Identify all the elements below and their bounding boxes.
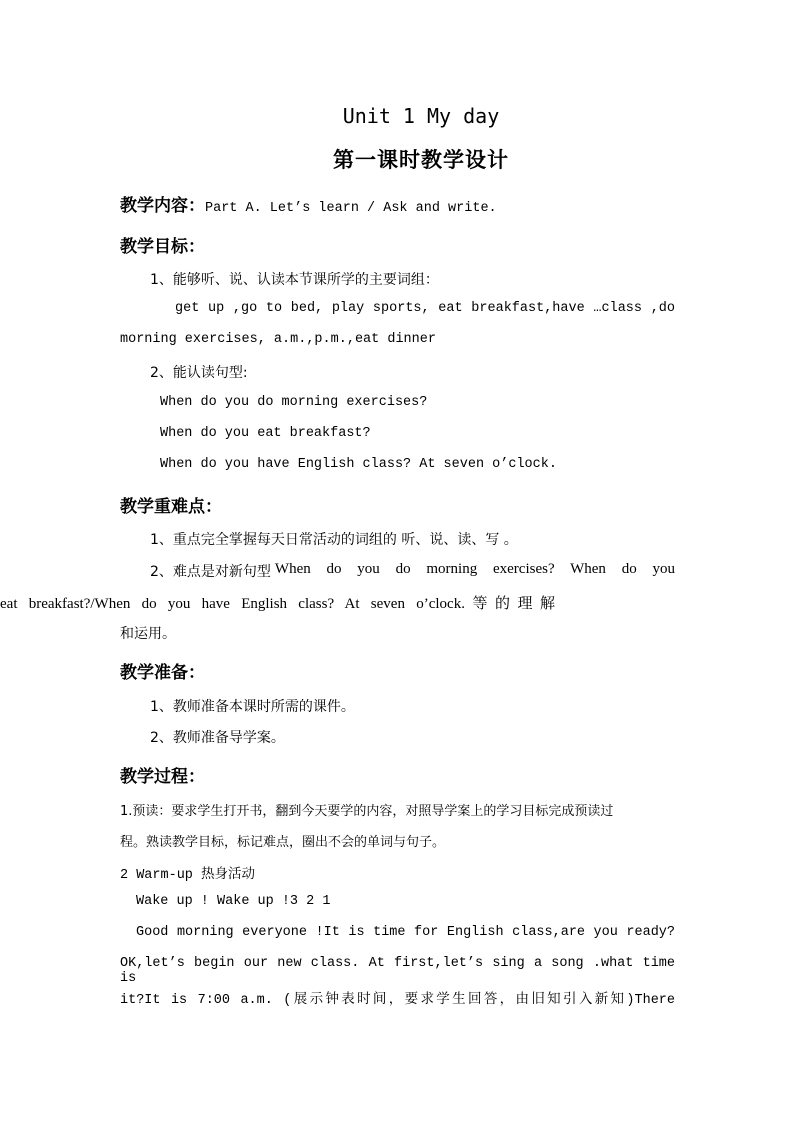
process-chant: Wake up ! Wake up !3 2 1	[136, 894, 331, 909]
objectives-item-2: 2、能认读句型:	[150, 365, 248, 381]
objectives-phrases-line-2: morning exercises, a.m.,p.m.,eat dinner	[120, 332, 436, 347]
process-step-1-line-1: 1.预读：要求学生打开书，翻到今天要学的内容，对照导学案上的学习目标完成预读过	[120, 804, 614, 819]
preparation-item-1: 1、教师准备本课时所需的课件。	[150, 699, 355, 715]
preparation-heading: 教学准备：	[120, 663, 205, 683]
objectives-phrases-line-1: get up ,go to bed, play sports, eat breakfast,have …class ,do	[175, 301, 675, 316]
objectives-sentence-1: When do you do morning exercises?	[160, 395, 428, 410]
process-heading: 教学过程：	[120, 767, 205, 787]
key-points-item-2-line-2: eat breakfast?/When do you have English class? At seven o’clock.等的理解	[0, 596, 555, 612]
key-points-item-2-line-3: 和运用。	[120, 626, 176, 642]
key-points-item-2-en: When do you do morning exercises? When do you	[274, 561, 675, 577]
process-paragraph-line-1: Good morning everyone !It is time for English class,are you ready?	[136, 925, 675, 940]
process-step-2: 2 Warm-up 热身活动	[120, 868, 256, 883]
process-paragraph-line-3: it?It is 7:00 a.m. (展示钟表时间，要求学生回答，由旧知引入新知)There	[120, 993, 675, 1008]
key-points-item-2-zh: 2、难点是对新句型	[150, 564, 271, 580]
content-line	[120, 191, 497, 216]
key-points-item-2-line-1	[150, 561, 675, 581]
preparation-item-2: 2、教师准备导学案。	[150, 730, 285, 746]
objectives-heading: 教学目标：	[120, 237, 205, 257]
content-value: Part A. Let’s learn / Ask and write.	[205, 201, 497, 216]
objectives-item-1: 1、能够听、说、认读本节课所学的主要词组：	[150, 272, 439, 288]
page-title-chinese: 第一课时教学设计	[333, 148, 509, 172]
objectives-sentence-2: When do you eat breakfast?	[160, 426, 371, 441]
key-points-item-1: 1、重点完全掌握每天日常活动的词组的 听、说、读、写 。	[150, 532, 518, 548]
process-step-1-line-2: 程。熟读教学目标，标记难点，圈出不会的单词与句子。	[120, 835, 446, 850]
content-label: 教学内容：	[120, 196, 205, 216]
page-title-english: Unit 1 My day	[342, 104, 500, 128]
key-points-heading: 教学重难点：	[120, 497, 222, 517]
objectives-sentence-3: When do you have English class? At seven o’clock.	[160, 457, 557, 472]
process-paragraph-line-2: OK,let’s begin our new class. At first,let’s sing a song .what time is	[120, 956, 675, 986]
